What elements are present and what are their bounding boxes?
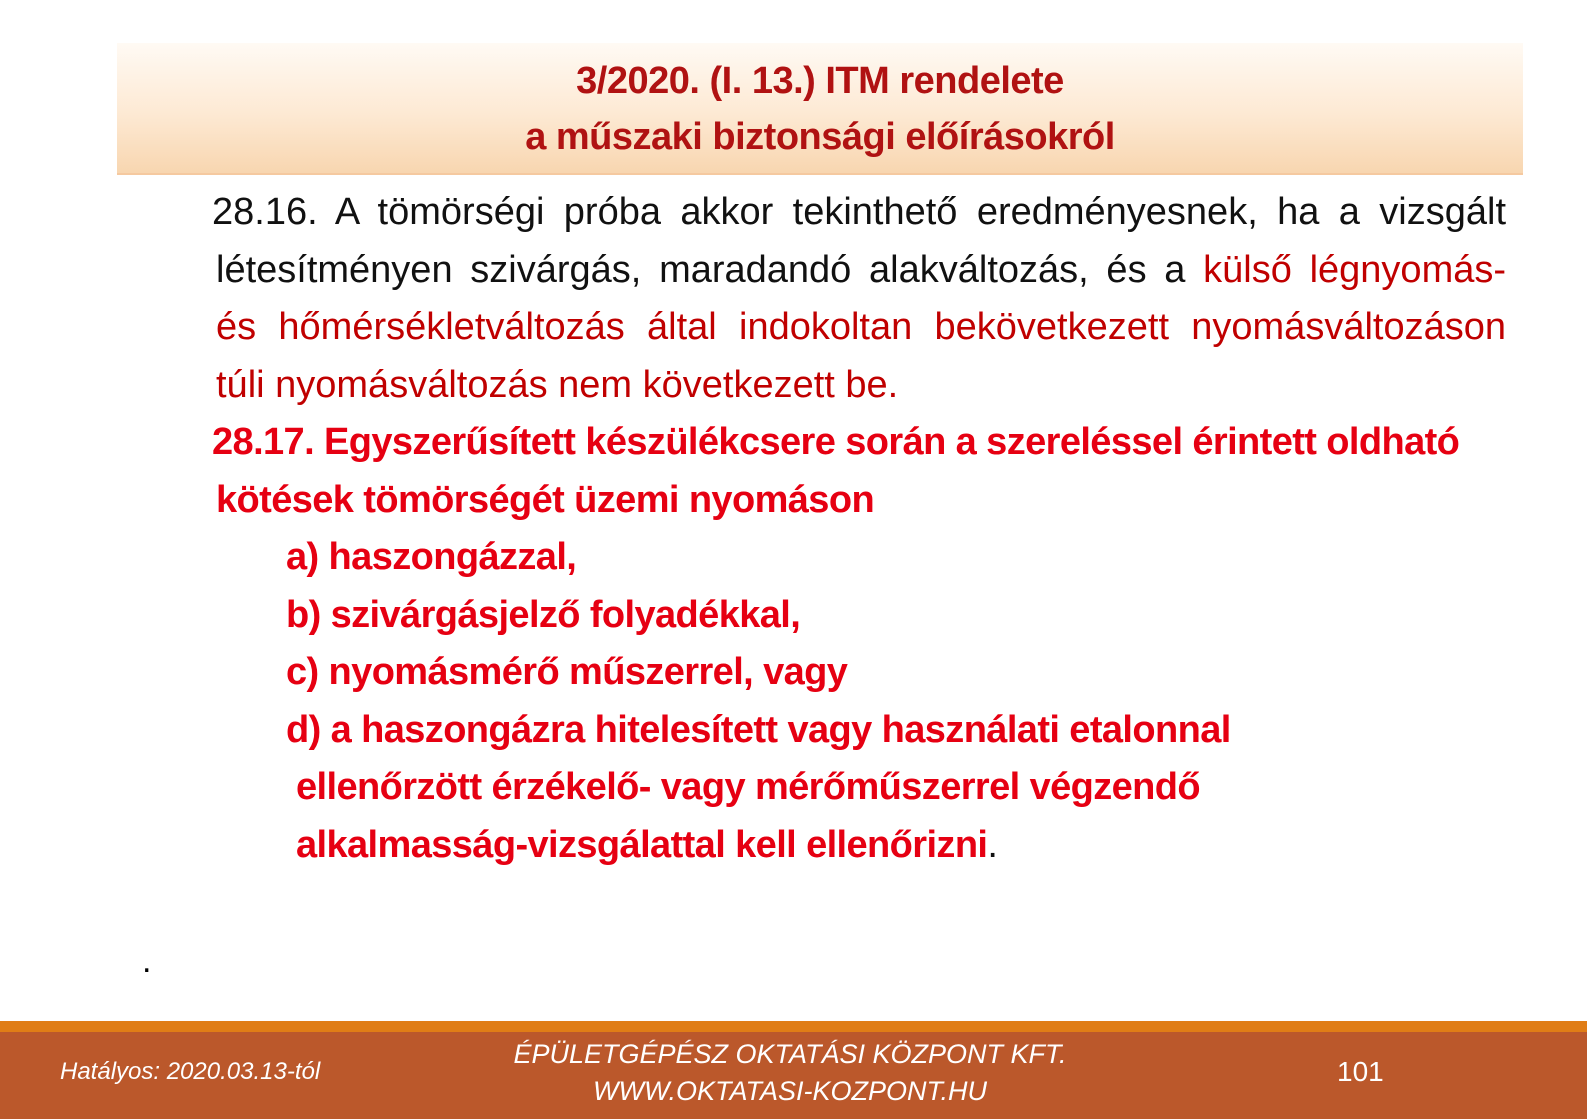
slide-body	[210, 184, 1506, 874]
list-item-d-continuation-1: ellenőrzött érzékelő- vagy mérőműszerrel végzendő	[296, 766, 1201, 808]
list-item-c-text: c) nyomásmérő műszerrel, vagy	[286, 651, 848, 693]
stray-bullet-mark: .	[142, 942, 152, 980]
footer-effective-date: Hatályos: 2020.03.13-tól	[60, 1058, 321, 1085]
list-item-a-text: a) haszongázzal,	[286, 536, 577, 578]
footer-accent-stripe	[0, 1021, 1587, 1032]
paragraph-28-16-black-text: 28.16. A tömörségi próba akkor tekinthető eredményesnek, ha a vizsgált létesítményen szivárgás, maradandó alakváltozás, és a	[212, 191, 1506, 291]
list-item-a	[210, 529, 1506, 587]
method-list	[210, 529, 1506, 874]
list-item-b-text: b) szivárgásjelző folyadékkal,	[286, 593, 801, 636]
footer-organization	[480, 1036, 1100, 1110]
list-item-d-continuation-2	[286, 817, 1506, 875]
slide-footer	[0, 1032, 1587, 1119]
paragraph-28-16	[210, 184, 1506, 414]
list-item-d	[210, 702, 1506, 875]
footer-org-name: ÉPÜLETGÉPÉSZ OKTATÁSI KÖZPONT KFT.	[513, 1039, 1067, 1069]
slide-title-line2: a műszaki biztonsági előírásokról	[525, 116, 1115, 158]
slide-title-banner	[117, 43, 1523, 175]
list-item-d-period: .	[987, 823, 998, 866]
list-item-b	[210, 587, 1506, 645]
footer-org-website: WWW.OKTATASI-KOZPONT.HU	[593, 1076, 987, 1106]
list-item-c	[210, 644, 1506, 702]
list-item-d-text: d) a haszongázra hitelesített vagy használati etalonnal	[286, 708, 1231, 751]
paragraph-28-17-intro: 28.17. Egyszerűsített készülékcsere során a szereléssel érintett oldható kötések tömörségét üzemi nyomáson	[212, 421, 1460, 521]
slide-title-line1: 3/2020. (I. 13.) ITM rendelete	[576, 60, 1064, 102]
paragraph-28-16-red-text: külső légnyomás- és hőmérsékletváltozás által indokoltan bekövetkezett nyomásváltozáson túli nyomásváltozás nem következett be.	[216, 248, 1507, 406]
footer-page-number: 101	[1337, 1056, 1384, 1087]
list-item-d-continuation-2-text: alkalmasság-vizsgálattal kell ellenőrizni	[296, 823, 988, 866]
